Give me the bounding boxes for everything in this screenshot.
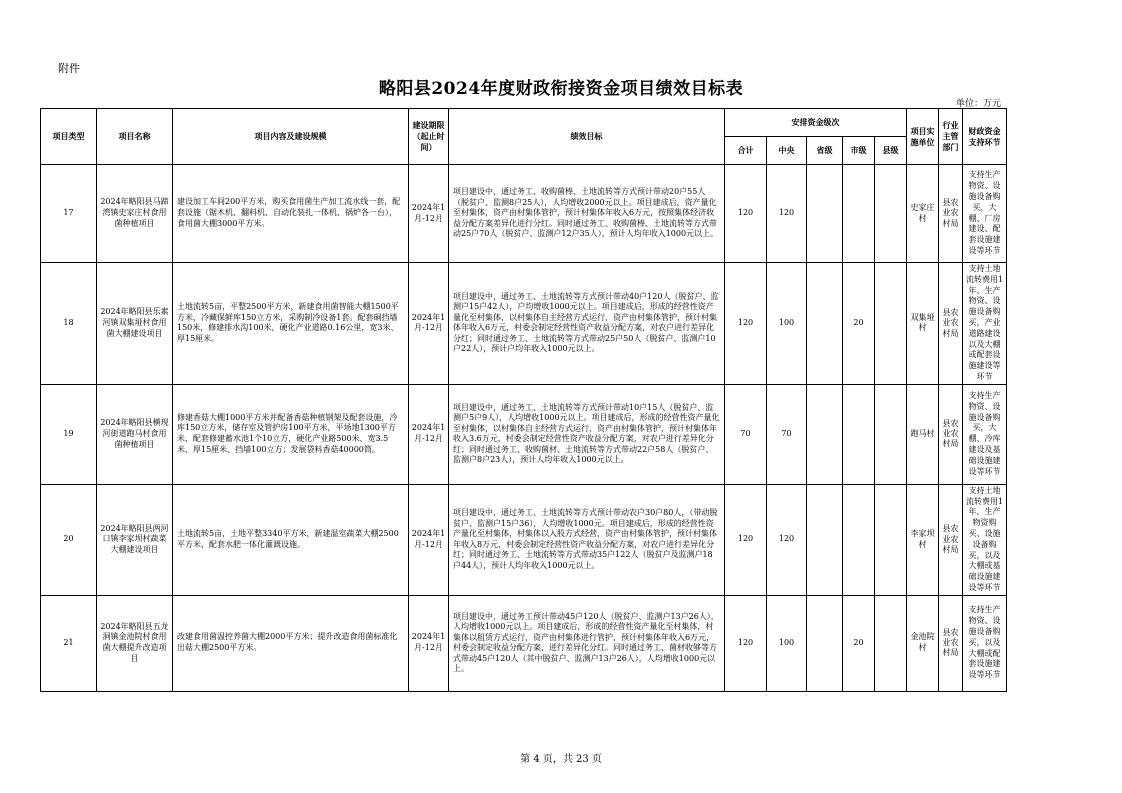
cell-goal: 项目建设中，通过务工、土地流转等方式预计带动农户30户80人，（带动脱贫户、监测户15户36），人均增收1000元。项目建成后，形成的经营性资产量化至村集体，村集体以入股方式经营，资产由村集体管护，预计村集体年收入8万元，村委会制定经营性资产收益分配方案，对农户进行差异化分红；同时通过务工、土地流转等方式带动35户122人（脱贫户及监测户18户44人），预计人均年收入1000元以上。 xyxy=(449,484,725,595)
header-name: 项目名称 xyxy=(97,109,173,165)
header-impl-unit: 项目实施单位 xyxy=(907,109,939,165)
cell-name: 2024年略阳县马蹄湾镇史家庄村食用菌种植项目 xyxy=(97,165,173,263)
cell-name: 2024年略阳县两河口镇李家坝村蔬菜大棚建设项目 xyxy=(97,484,173,595)
header-period: 建设期限（起止时间） xyxy=(409,109,449,165)
cell-city: 20 xyxy=(843,263,875,385)
header-central: 中央 xyxy=(767,137,807,165)
cell-city xyxy=(843,384,875,484)
cell-num: 20 xyxy=(41,484,97,595)
cell-county xyxy=(875,165,907,263)
cell-county xyxy=(875,595,907,691)
cell-impl: 李家坝村 xyxy=(907,484,939,595)
cell-period: 2024年1月-12月 xyxy=(409,484,449,595)
cell-num: 18 xyxy=(41,263,97,385)
cell-dept: 县农业农村局 xyxy=(939,595,963,691)
cell-content: 土地流转5亩，平整2500平方米，新建食用菌智能大棚1500平方米，冷藏保鲜库150立方米，采购制冷设备1套。配套硐挡墙150米，修建排水沟100米，硬化产业道路0.16公里，宽3米、厚15厘米。 xyxy=(173,263,409,385)
table-row xyxy=(41,165,1007,263)
cell-county xyxy=(875,384,907,484)
performance-table xyxy=(40,108,1007,692)
header-goal: 绩效目标 xyxy=(449,109,725,165)
cell-period: 2024年1月-12月 xyxy=(409,384,449,484)
header-funds: 安排资金级次 xyxy=(725,109,907,137)
cell-period: 2024年1月-12月 xyxy=(409,263,449,385)
cell-central: 120 xyxy=(767,165,807,263)
cell-impl: 跑马村 xyxy=(907,384,939,484)
cell-goal: 项目建设中，通过务工、土地流转等方式预计带动40户120人（脱贫户、监测户15户42人），户均增收1000元以上。项目建成后，形成的经营性资产量化至村集体，以村集体自主经营方式运行，资产由村集体管护，预计村集体年收入6万元，村委会制定经营性资产收益分配方案，对农户进行差异化分红；同时通过务工、土地流转等方式带动25户50人（脱贫户、监测户10户22人），预计户均年收入1000元以上。 xyxy=(449,263,725,385)
cell-period: 2024年1月-12月 xyxy=(409,595,449,691)
attachment-label: 附件 xyxy=(58,62,80,75)
cell-city: 20 xyxy=(843,595,875,691)
unit-label: 单位：万元 xyxy=(956,99,1002,109)
cell-province xyxy=(807,384,843,484)
cell-province xyxy=(807,263,843,385)
cell-goal: 项目建设中，通过务工预计带动45户120人（脱贫户、监测户13户26人），人均增收1000元以上。项目建成后，形成的经营性资产量化至村集体，村集体以租赁方式运行，资产由村集体进行管护，预计村集体年收入6万元，村委会制定收益分配方案，进行差异化分红。同时通过务工、菌材收够等方式带动45户120人（其中脱贫户、监测户13户26人），人均增收1000元以上。 xyxy=(449,595,725,691)
cell-county xyxy=(875,263,907,385)
cell-city xyxy=(843,484,875,595)
cell-num: 19 xyxy=(41,384,97,484)
cell-impl: 金池院村 xyxy=(907,595,939,691)
cell-dept: 县农业农村局 xyxy=(939,384,963,484)
cell-province xyxy=(807,595,843,691)
cell-support: 支持生产物资、设施设备购买，大棚、厂房建设、配套设施建设等环节 xyxy=(963,165,1007,263)
cell-impl: 史家庄村 xyxy=(907,165,939,263)
cell-content: 土地流转5亩，土地平整3340平方米，新建温室蔬菜大棚2500平方米，配套水肥一体化灌溉设施。 xyxy=(173,484,409,595)
cell-content: 修建香菇大棚1000平方米并配备香菇种植钢架及配套设施，冷库150立方米，储存室及管护房100平方米，平场地1300平方米，配套修建蓄水池1个10立方，硬化产业路500米、宽3.5米、厚15厘米、挡墙100立方；发展袋料香菇40000筒。 xyxy=(173,384,409,484)
cell-impl: 双集垭村 xyxy=(907,263,939,385)
cell-central: 100 xyxy=(767,263,807,385)
cell-total: 120 xyxy=(725,595,767,691)
cell-content: 建设加工车间200平方米，购买食用菌生产加工流水线一套，配套设施（锯木机、翻料机、自动化装扎一体机、锅炉各一台），食用菌大棚3000平方米。 xyxy=(173,165,409,263)
cell-county xyxy=(875,484,907,595)
cell-central: 120 xyxy=(767,484,807,595)
table-row xyxy=(41,484,1007,595)
cell-total: 70 xyxy=(725,384,767,484)
cell-support: 支持土地流转费用1年，生产物资购买、设施设备购买，以及大棚或基础设施建设等环节 xyxy=(963,484,1007,595)
header-content: 项目内容及建设规模 xyxy=(173,109,409,165)
header-dept: 行业主管部门 xyxy=(939,109,963,165)
header-total: 合计 xyxy=(725,137,767,165)
header-city: 市级 xyxy=(843,137,875,165)
cell-total: 120 xyxy=(725,165,767,263)
cell-city xyxy=(843,165,875,263)
cell-support: 支持土地流转费用1年、生产物资、设施设备购买，产业道路建设以及大棚或配套设施建设等环节 xyxy=(963,263,1007,385)
cell-num: 21 xyxy=(41,595,97,691)
page-footer: 第 4 页，共 23 页 xyxy=(520,754,602,765)
cell-central: 70 xyxy=(767,384,807,484)
table-row xyxy=(41,384,1007,484)
cell-name: 2024年略阳县乐素河镇双集垭村食用菌大棚建设项目 xyxy=(97,263,173,385)
document-title: 略阳县2024年度财政衔接资金项目绩效目标表 xyxy=(378,79,744,99)
cell-dept: 县农业农村局 xyxy=(939,484,963,595)
cell-central: 100 xyxy=(767,595,807,691)
cell-dept: 县农业农村局 xyxy=(939,165,963,263)
cell-province xyxy=(807,165,843,263)
cell-num: 17 xyxy=(41,165,97,263)
cell-period: 2024年1月-12月 xyxy=(409,165,449,263)
table-row xyxy=(41,263,1007,385)
header-province: 省级 xyxy=(807,137,843,165)
header-county: 县级 xyxy=(875,137,907,165)
header-type: 项目类型 xyxy=(41,109,97,165)
cell-total: 120 xyxy=(725,484,767,595)
cell-goal: 项目建设中，通过务工、收购菌棒、土地流转等方式预计带动20户55人（脱贫户、监测8户25人），人均增收2000元以上。项目建成后，资产量化至村集体，资产由村集体管护，预计村集体年收入6万元，按照集体经济收益分配方案差异化进行分红。同时通过务工、收购菌棒、土地流转等方式带动25户70人（脱贫户、监测户12户35人），预计人均年收入1000元以上。 xyxy=(449,165,725,263)
cell-province xyxy=(807,484,843,595)
cell-name: 2024年略阳县五龙洞镇金池院村食用菌大棚提升改造项目 xyxy=(97,595,173,691)
cell-support: 支持生产物资、设施设备购买，大棚、冷库建设及基础设施建设等环节 xyxy=(963,384,1007,484)
cell-goal: 项目建设中，通过务工、土地流转等方式预计带动10户15人（脱贫户、监测户5户9人），人均增收1000元以上。项目建成后，形成的经营性资产量化至村集体，以村集体自主经营方式运行，资产由村集体管护，预计村集体年收入3.6万元，村委会制定经营性资产收益分配方案，对农户进行差异化分红；同时通过务工、收购菌材、土地流转等方式带动22户58人（脱贫户、监测户8户23人），预计人均年收入1000元以上。 xyxy=(449,384,725,484)
cell-total: 120 xyxy=(725,263,767,385)
cell-support: 支持生产物资、设施设备购买，以及大棚或配套设施建设等环节 xyxy=(963,595,1007,691)
header-support: 财政资金支持环节 xyxy=(963,109,1007,165)
cell-content: 改建食用菌温控养菌大棚2000平方米；提升改造食用菌标准化出菇大棚2500平方米。 xyxy=(173,595,409,691)
cell-name: 2024年略阳县横现河街道跑马村食用菌种植项目 xyxy=(97,384,173,484)
table-row xyxy=(41,595,1007,691)
cell-dept: 县农业农村局 xyxy=(939,263,963,385)
